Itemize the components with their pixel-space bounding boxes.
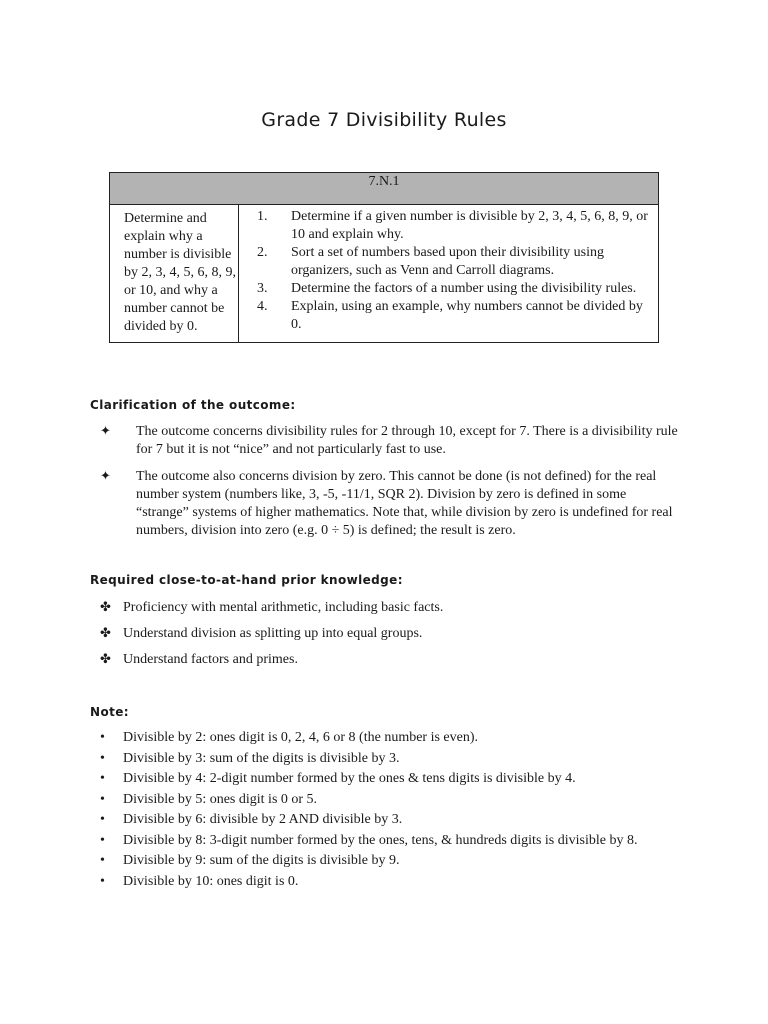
indicator-number: 3. (257, 281, 268, 296)
list-item (100, 625, 680, 643)
indicator-text: Determine if a given number is divisible by 2, 3, 4, 5, 6, 8, 9, or 10 and explain why. (291, 209, 648, 242)
bullet-dot-icon: • (100, 812, 105, 827)
page-title: Grade 7 Divisibility Rules (261, 108, 507, 131)
list-item-text: Proficiency with mental arithmetic, including basic facts. (123, 600, 444, 615)
list-item (100, 423, 680, 459)
outcome-statement: Determine and explain why a number is divisible by 2, 3, 4, 5, 6, 8, 9, or 10, and why a number cannot be divided by 0. (110, 205, 239, 343)
star-bullet-icon: ✦ (100, 469, 111, 484)
bullet-dot-icon: • (100, 791, 105, 807)
indicator-item (257, 208, 650, 244)
indicator-number: 1. (257, 209, 268, 224)
list-item-text: Divisible by 9: sum of the digits is divisible by 9. (123, 853, 400, 868)
list-item (100, 810, 700, 831)
indicator-number: 4. (257, 299, 268, 314)
indicator-item (257, 298, 650, 334)
list-item-text: Understand division as splitting up into equal groups. (123, 626, 423, 641)
clover-bullet-icon: ✤ (100, 600, 111, 615)
indicator-item (257, 280, 650, 298)
clarification-heading: Clarification of the outcome: (90, 398, 296, 412)
list-item-text: Divisible by 4: 2-digit number formed by the ones & tens digits is divisible by 4. (123, 771, 576, 786)
bullet-dot-icon: • (100, 853, 105, 868)
bullet-dot-icon: • (100, 730, 105, 745)
bullet-dot-icon: • (100, 873, 105, 889)
list-item-text: Divisible by 8: 3-digit number formed by the ones, tens, & hundreds digits is divisible by 8. (123, 832, 638, 848)
indicator-item (257, 244, 650, 280)
bullet-dot-icon: • (100, 832, 105, 848)
list-item-text: The outcome concerns divisibility rules for 2 through 10, except for 7. There is a divisibility rule for 7 but it is not “nice” and not particularly fast to use. (136, 424, 678, 457)
prior-knowledge-heading: Required close-to-at-hand prior knowledge: (90, 573, 403, 587)
list-item-text: Divisible by 3: sum of the digits is divisible by 3. (123, 750, 400, 766)
list-item (100, 599, 680, 617)
list-item-text: Divisible by 5: ones digit is 0 or 5. (123, 791, 318, 807)
list-item (100, 831, 700, 852)
indicator-text: Explain, using an example, why numbers cannot be divided by 0. (291, 299, 643, 332)
bullet-dot-icon: • (100, 771, 105, 786)
list-item-text: Divisible by 2: ones digit is 0, 2, 4, 6 or 8 (the number is even). (123, 730, 479, 745)
list-item-text: Understand factors and primes. (123, 652, 298, 667)
note-heading: Note: (90, 705, 129, 719)
list-item-text: The outcome also concerns division by zero. This cannot be done (is not defined) for the real number system (numbers like, 3, -5, -11/1, SQR 2). Division by zero is defined in some “strange” systems of higher mathematics. Note that, while division by zero is undefined for real numbers, division into zero (e.g. 0 ÷ 5) is defined; the result is zero. (136, 469, 673, 538)
list-item-text: Divisible by 6: divisible by 2 AND divisible by 3. (123, 812, 403, 827)
list-item (100, 468, 680, 540)
list-item-text: Divisible by 10: ones digit is 0. (123, 873, 299, 889)
list-item (100, 728, 700, 749)
indicator-text: Sort a set of numbers based upon their divisibility using organizers, such as Venn and Carroll diagrams. (291, 245, 605, 278)
list-item (100, 872, 700, 893)
divisibility-rules-list (100, 728, 700, 892)
list-item (100, 749, 700, 770)
achievement-indicators (239, 205, 659, 343)
star-bullet-icon: ✦ (100, 424, 111, 439)
indicator-number: 2. (257, 245, 268, 260)
outcome-table (109, 172, 659, 343)
clover-bullet-icon: ✤ (100, 626, 111, 641)
bullet-dot-icon: • (100, 750, 105, 766)
list-item (100, 790, 700, 811)
indicator-text: Determine the factors of a number using the divisibility rules. (291, 281, 637, 296)
list-item (100, 851, 700, 872)
indicator-list (257, 208, 650, 334)
clarification-list (100, 423, 680, 549)
list-item (100, 651, 680, 669)
clover-bullet-icon: ✤ (100, 652, 111, 667)
prior-knowledge-list (100, 599, 680, 677)
list-item (100, 769, 700, 790)
outcome-code-header: 7.N.1 (110, 173, 659, 205)
